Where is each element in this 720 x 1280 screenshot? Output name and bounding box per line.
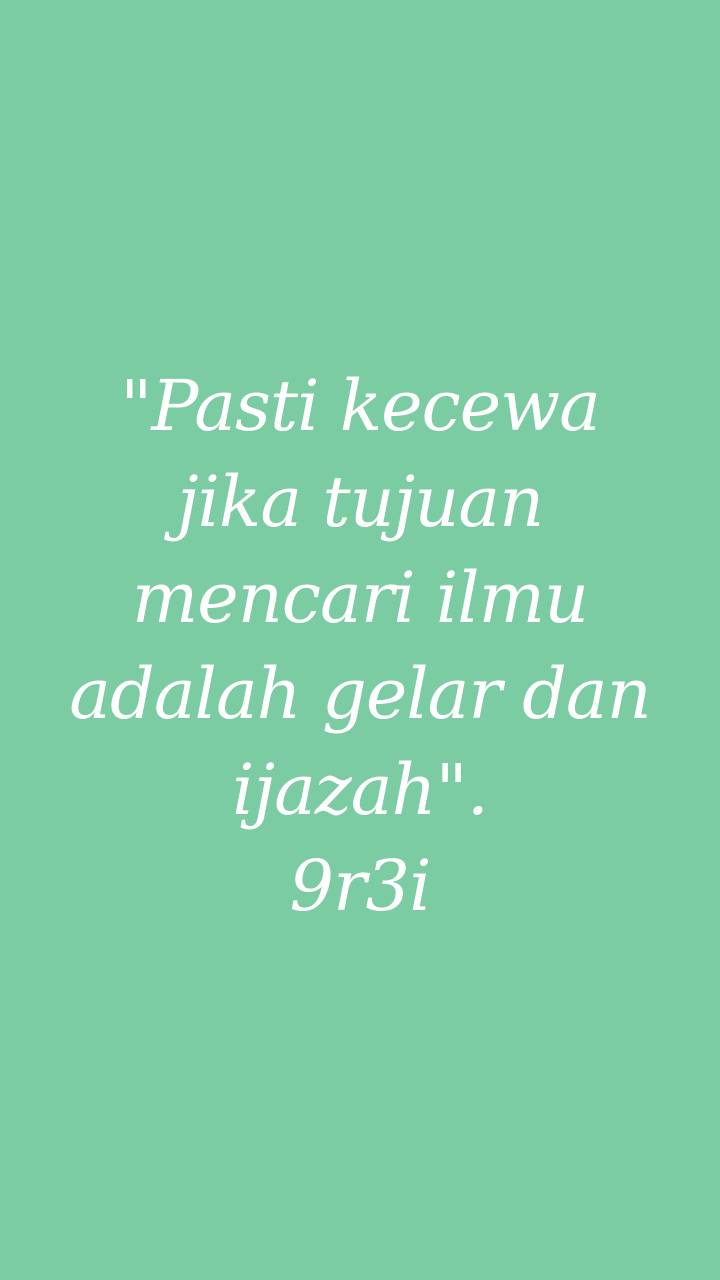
quote-line-5: ijazah". (232, 749, 488, 831)
quote-line-3: mencari ilmu (131, 557, 589, 639)
quote-author: 9r3i (289, 845, 431, 927)
quote-line-4: adalah gelar dan (69, 653, 651, 735)
quote-line-2: jika tujuan (176, 461, 544, 543)
quote-line-1: "Pasti kecewa (120, 365, 600, 447)
quote-text (0, 358, 720, 934)
